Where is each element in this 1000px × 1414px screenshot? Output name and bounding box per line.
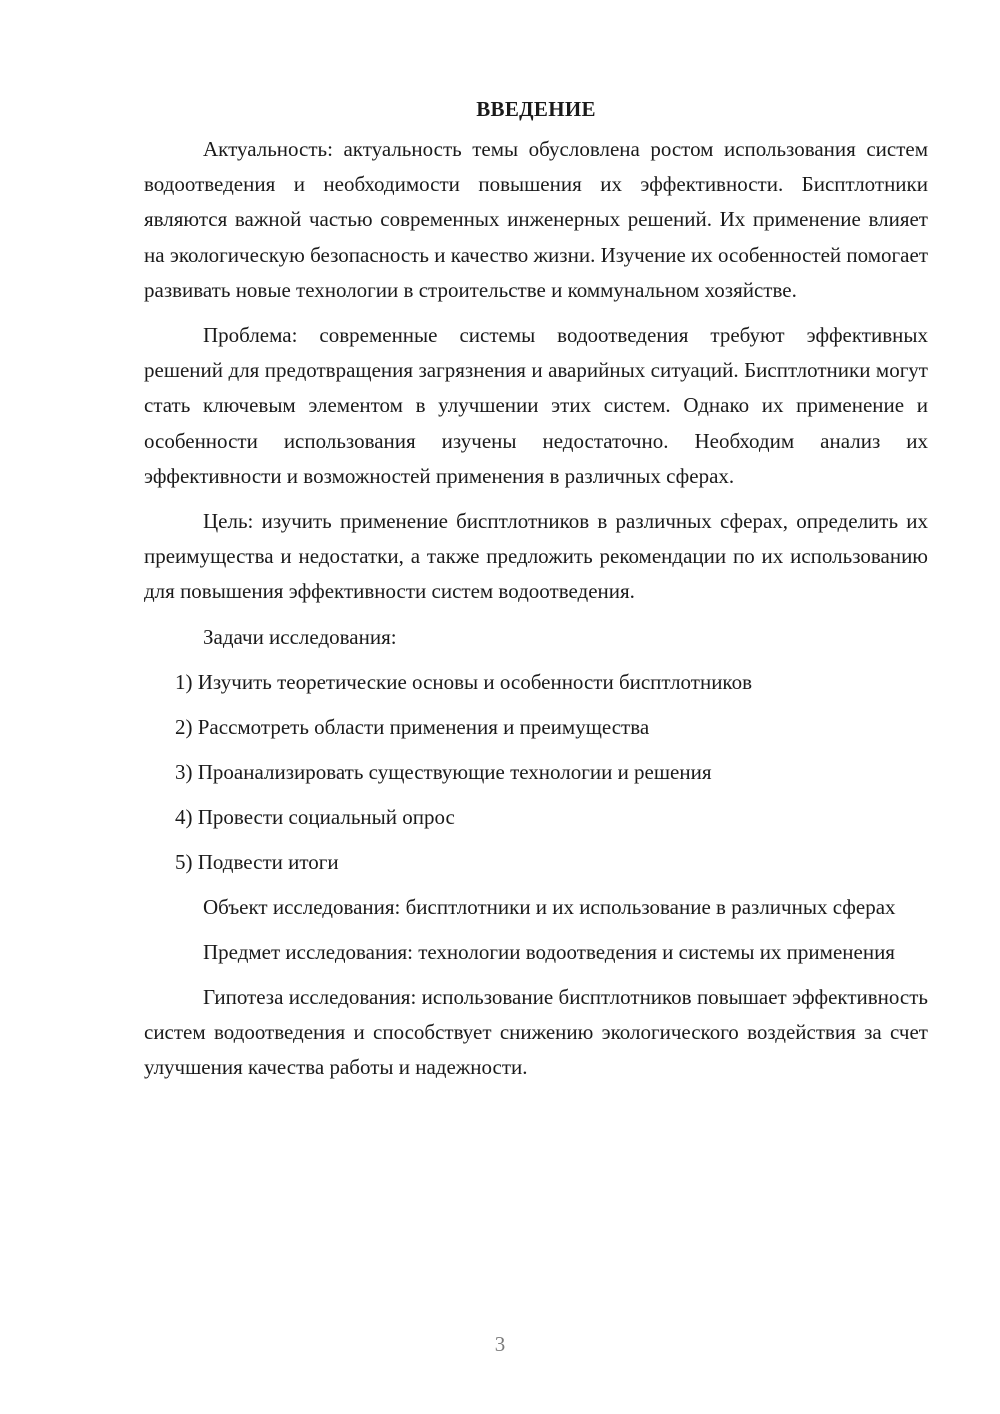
page-title: ВВЕДЕНИЕ <box>476 97 596 121</box>
list-item: 5) Подвести итоги <box>175 849 339 874</box>
document-page <box>144 92 928 1096</box>
paragraph-problem: Проблема: современные системы водоотведения требуют эффективных решений для предотвращения загрязнения и аварийных ситуаций. Бисптлотники могут стать ключевым элементом в улучшении этих систем. Однако их применение и особенности использования изучены недостаточно. Необходим анализ их эффективности и возможностей применения в различных сферах. <box>144 323 928 488</box>
paragraph-goal: Цель: изучить применение бисптлотников в различных сферах, определить их преимущества и недостатки, а также предложить рекомендации по их использованию для повышения эффективности систем водоотведения. <box>144 509 928 604</box>
list-item: 4) Провести социальный опрос <box>175 804 455 829</box>
task-list <box>144 665 928 880</box>
paragraph-subject: Предмет исследования: технологии водоотведения и системы их применения <box>203 939 895 964</box>
tasks-heading: Задачи исследования: <box>203 624 397 649</box>
list-item: 2) Рассмотреть области применения и преимущества <box>175 714 650 739</box>
paragraph-relevance: Актуальность: актуальность темы обусловлена ростом использования систем водоотведения и необходимости повышения их эффективности. Бисптлотники являются важной частью современных инженерных решений. Их применение влияет на экологическую безопасность и качество жизни. Изучение их особенностей помогает развивать новые технологии в строительстве и коммунальном хозяйстве. <box>144 137 928 302</box>
page-number: 3 <box>494 1332 506 1356</box>
list-item: 1) Изучить теоретические основы и особенности бисптлотников <box>175 669 752 694</box>
paragraph-object: Объект исследования: бисптлотники и их использование в различных сферах <box>203 894 896 919</box>
list-item: 3) Проанализировать существующие технологии и решения <box>175 759 712 784</box>
paragraph-hypothesis: Гипотеза исследования: использование бисптлотников повышает эффективность систем водоотведения и способствует снижению экологического воздействия за счет улучшения качества работы и надежности. <box>144 985 928 1080</box>
